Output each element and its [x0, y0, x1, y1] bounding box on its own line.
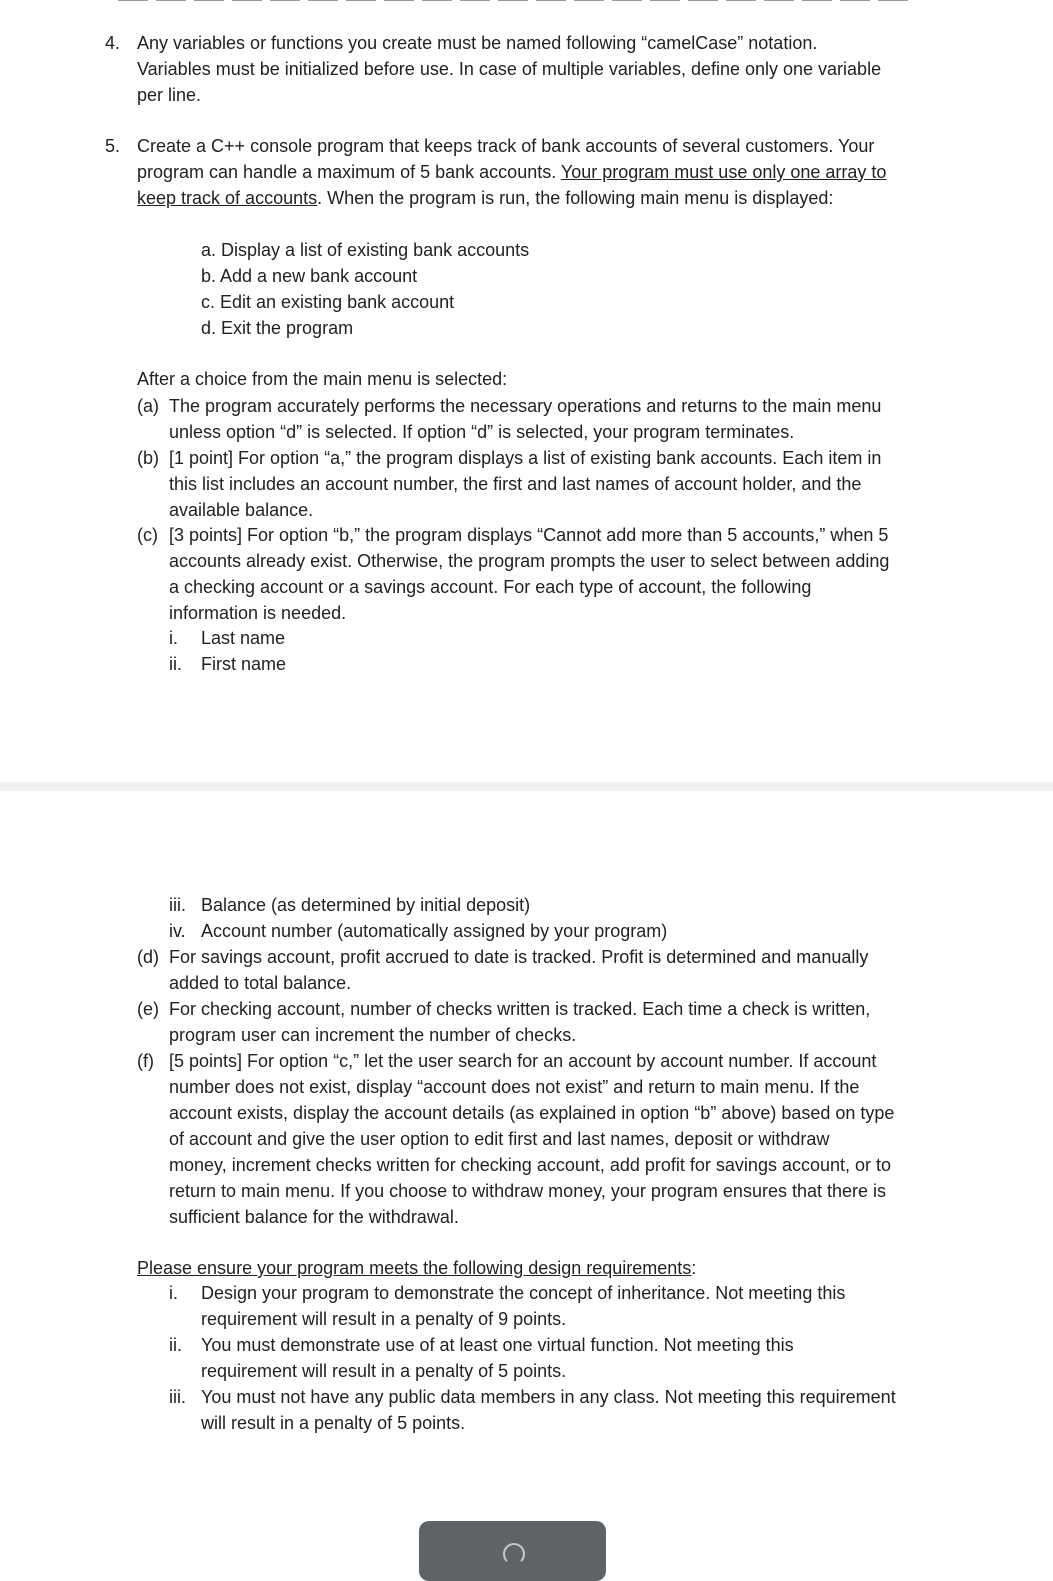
info-item-number: ii.	[169, 654, 182, 674]
info-item-text: Last name	[201, 628, 286, 648]
design-item-text: You must demonstrate use of at least one virtual function. Not meeting this requirement will result in a penalty of 5 points.	[201, 1335, 794, 1381]
menu-item: a. Display a list of existing bank accounts	[201, 240, 530, 260]
menu-item: b. Add a new bank account	[201, 266, 418, 286]
option-a-text: The program accurately performs the necessary operations and returns to the main menu unless option “d” is selected. If option “d” is selected, your program terminates.	[169, 396, 882, 442]
option-a-label: (a)	[137, 396, 159, 416]
option-f-text: [5 points] For option “c,” let the user search for an account by account number. If account number does not exist, display “account does not exist” and return to main menu. If the account exists, display the account details (as explained in option “b” above) based on type of account and give the user option to edit first and last names, deposit or withdraw money, increment checks written for checking account, add profit for savings account, or to return to main menu. If you choose to withdraw money, your program ensures that there is sufficient balance for the withdrawal.	[169, 1051, 895, 1227]
main-menu-list	[201, 237, 529, 341]
option-d-label: (d)	[137, 947, 159, 967]
option-d-text: For savings account, profit accrued to date is tracked. Profit is determined and manually added to total balance.	[169, 947, 869, 993]
item-4-text: Any variables or functions you create must be named following “camelCase” notation. Variables must be initialized before use. In case of multiple variables, define only one variable per line.	[137, 33, 882, 105]
floating-action-button[interactable]	[419, 1521, 606, 1581]
item-5-text: Create a C++ console program that keeps track of bank accounts of several customers. Your program can handle a maximum of 5 bank accounts. Your program must use only one array to keep track of accounts. When the program is run, the following main menu is displayed:	[137, 136, 887, 208]
cropped-previous-line	[0, 0, 1053, 2]
loading-icon	[503, 1543, 525, 1565]
info-item-number: iv.	[169, 921, 186, 941]
design-item-text: You must not have any public data members in any class. Not meeting this requirement will result in a penalty of 5 points.	[201, 1387, 896, 1433]
menu-item: d. Exit the program	[201, 318, 354, 338]
option-c-text: [3 points] For option “b,” the program displays “Cannot add more than 5 accounts,” when 5 accounts already exist. Otherwise, the program prompts the user to select between adding a checking account or a savings account. For each type of account, the following information is needed.	[169, 525, 890, 623]
menu-item: c. Edit an existing bank account	[201, 292, 455, 312]
info-item-text: Balance (as determined by initial deposit)	[201, 895, 531, 915]
info-item-number: i.	[169, 628, 178, 648]
page-break	[0, 782, 1053, 791]
after-heading: After a choice from the main menu is selected:	[137, 369, 508, 389]
item-4-number: 4.	[105, 33, 121, 53]
option-c-label: (c)	[137, 525, 158, 545]
option-e-text: For checking account, number of checks written is tracked. Each time a check is written, program user can increment the number of checks.	[169, 999, 871, 1045]
design-item-number: iii.	[169, 1387, 186, 1407]
info-item-text: First name	[201, 654, 287, 674]
info-item-number: iii.	[169, 895, 186, 915]
option-f-label: (f)	[137, 1051, 154, 1071]
underlined-requirement: Your program must use only one array to	[560, 162, 887, 182]
info-item-text: Account number (automatically assigned by your program)	[201, 921, 668, 941]
item-5-number: 5.	[105, 136, 121, 156]
design-item-number: ii.	[169, 1335, 182, 1355]
option-e-label: (e)	[137, 999, 159, 1019]
design-item-number: i.	[169, 1283, 178, 1303]
option-b-label: (b)	[137, 448, 159, 468]
design-requirements-heading: Please ensure your program meets the following design requirements:	[137, 1258, 697, 1278]
design-item-text: Design your program to demonstrate the concept of inheritance. Not meeting this requirement will result in a penalty of 9 points.	[201, 1283, 846, 1329]
option-b-text: [1 point] For option “a,” the program displays a list of existing bank accounts. Each item in this list includes an account number, the first and last names of account holder, and the available balance.	[169, 448, 882, 520]
